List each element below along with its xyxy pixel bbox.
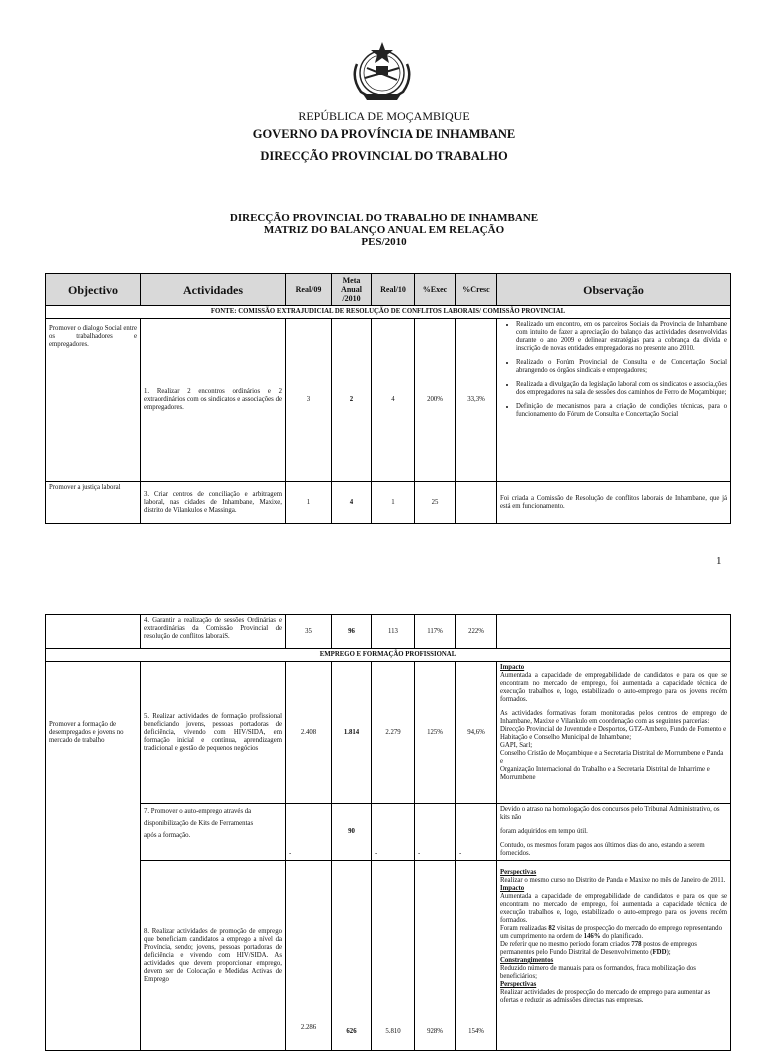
col-objectivo: Objectivo [46,274,141,306]
impacto-heading: Impacto [500,664,525,671]
cresc-cell: 154% [456,861,497,1051]
actividade-cell: 1. Realizar 2 encontros ordinários e 2 extraordinários com os sindicatos e associações de empregadores. [141,319,286,482]
document-title-line3: PES/2010 [361,236,407,248]
real09-cell: 35 [286,615,332,649]
section-band-row [46,649,731,662]
exec-cell: - [415,804,456,861]
cresc-cell [456,482,497,524]
section-title: FONTE: COMISSÃO EXTRAJUDICIAL DE RESOLUÇÃO DE CONFLITOS LABORAIS/ COMISSÃO PROVINCIAL [46,306,731,319]
actividade-line: disponibilização de Kits de Ferramentas [144,820,254,827]
obs-paragraph: GAPI, Sarl; [500,742,533,749]
real09-cell: 1 [286,482,332,524]
postos-count: 778 [631,941,642,948]
observacao-cell: Foi criada a Comissão de Resolução de conflitos laborais de Inhambane, que já está em funcionamento. [497,482,731,524]
col-cresc: %Cresc [456,274,497,306]
actividade-line: após a formação. [144,832,191,839]
page-number: 1 [716,555,722,567]
table-header-row [46,274,731,306]
cresc-cell: 222% [456,615,497,649]
obs-paragraph: Conselho Cristão de Moçambique e a Secretaria Distrital de Morrumbene e Panda e [500,750,724,765]
constrangimentos-heading: Constrangimentos [500,957,554,964]
real10-cell: 1 [372,482,415,524]
col-meta [332,274,372,306]
actividade-cell: 4. Garantir a realização de sessões Ordinárias e extraordinárias da Comissão Provincial de resolução de conflitos laboraiS. [141,615,286,649]
impacto-heading: Impacto [500,885,525,892]
real09-cell: - [286,804,332,861]
obs-line: foram adquiridos em tempo útil. [500,828,588,835]
obs-line: Devido o atraso na homologação dos concursos pelo Tribunal Administrativo, os kits não [500,806,720,821]
objectivo-cell: Promover o dialogo Social entre os trabalhadores e empregadores. [46,319,141,482]
observation-item: • Definição de mecanismos para a criação de condições técnicas, para o funcionamento do Fórum de Consulta e Concertação Social [516,403,727,419]
obs-paragraph: Aumentada a capacidade de empregabilidade de candidatos e para os que se encontram no mercado de emprego, foi aumentada a capacidade técnica de execução trabalhos e, logo, estabilizado o auto-emprego para os jovens recém formados. [500,893,727,924]
mozambique-emblem-icon [343,38,421,102]
objectivo-cell: Promover a formação de desempregados e jovens no mercado de trabalho [46,662,141,804]
perspectivas-heading: Perspectivas [500,869,537,876]
fdd-acronym: FDD [652,949,667,956]
real10-cell: - [372,804,415,861]
real10-cell: 2.279 [372,662,415,804]
directorate-heading: DIRECÇÃO PROVINCIAL DO TRABALHO [260,149,508,163]
observation-list [500,321,727,419]
real10-cell: 4 [372,319,415,482]
col-meta-l3: /2010 [342,294,361,303]
obs-paragraph [500,941,727,957]
actividade-line: 7. Promover o auto-emprego através da [144,808,252,815]
col-observacao: Observação [497,274,731,306]
observacao-cell [497,861,731,1051]
obs-paragraph: Direcção Provincial de Juventude e Desportos, GTZ-Ambero, Fundo de Fomento e Habitação e Conselho Municipal de Inhambane; [500,726,727,741]
section-title: EMPREGO E FORMAÇÃO PROFISSIONAL [46,649,731,662]
real09-cell: 3 [286,319,332,482]
exec-cell: 200% [415,319,456,482]
observation-item: • Realizado um encontro, em os parceiros Sociais da Provincia de Inhambane com intuito de fazer a apreciação do balanço das actividades desenvolvidas durante o ano 2009 e delinear estratégias para a cobrança da dívida e inscrição de novas entidades empregadoras no presente ano 2010. [516,321,727,353]
republic-heading: REPÚBLICA DE MOÇAMBIQUE [298,109,470,123]
actividade-cell: 8. Realizar actividades de promoção de emprego que beneficiam candidatos a emprego a nível da Província, sendo; jovens, pessoas portadoras de deficiência e vivendo com HIV/SIDA. As actividades que devem proporcionar emprego, devem ser de Colocação e Medidas Activas de Emprego [141,861,286,1051]
visitas-text: do planificado. [602,933,644,940]
objectivo-cell: Promover a justiça laboral [46,482,141,524]
meta-cell: 96 [332,615,372,649]
government-heading: GOVERNO DA PROVÍNCIA DE INHAMBANE [252,127,516,141]
meta-cell: 4 [332,482,372,524]
cresc-cell: 33,3% [456,319,497,482]
objectivo-cell [46,861,141,1051]
exec-cell: 928% [415,861,456,1051]
real09-cell: 2.286 [286,861,332,1051]
observation-item: • Realizada a divulgação da legislação laboral com os sindicatos e associa,ções dos empregadores na sala de sessões dos caminhos de Ferro de Moçambique; [516,381,727,397]
document-title-line2: MATRIZ DO BALANÇO ANUAL EM RELAÇÃO [263,224,505,236]
meta-cell: 90 [332,804,372,861]
section-band-row [46,306,731,319]
col-actividades: Actividades [141,274,286,306]
obs-paragraph: Organização Internacional do Trabalho e a Secretaria Distrital de Inharrime e Morrumbene [500,766,710,781]
col-meta-l1: Meta [342,276,361,285]
obs-paragraph: Realizar o mesmo curso no Distrito de Panda e Maxixe no mês de Janeiro de 2011. [500,877,726,884]
col-real10: Real/10 [372,274,415,306]
objectivo-cell [46,615,141,649]
document-title-line1: DIRECÇÃO PROVINCIAL DO TRABALHO DE INHAMBANE [229,212,539,224]
visitas-text: visitas de prospecção do mercado do emprego representando um cumprimento na ordem de [500,925,722,940]
obs-paragraph: Reduzido número de manuais para os formandos, fraca mobilização dos beneficiários; [500,965,696,980]
actividade-cell [141,804,286,861]
observacao-cell [497,319,731,482]
postos-text: De referir que no mesmo período foram criados [500,941,630,948]
obs-paragraph: Aumentada a capacidade de empregabilidade de candidatos e para os que se encontram no mercado de emprego, foi aumentada a capacidade técnica de execução trabalhos e, logo, estabilizado o auto-emprego para os jovens recém formados. [500,672,727,703]
cresc-cell: 94,6% [456,662,497,804]
col-exec: %Exec [415,274,456,306]
table-row [46,615,731,649]
meta-cell: 2 [332,319,372,482]
perspectivas-heading: Perspectivas [500,981,537,988]
balance-table-page1 [45,273,731,524]
visitas-text: Foram realizadas [500,925,547,932]
real09-cell: 2.408 [286,662,332,804]
visitas-count: 82 [548,925,556,932]
balance-table-page2 [45,614,731,1051]
table-row [46,804,731,861]
exec-cell: 25 [415,482,456,524]
meta-cell: 626 [332,861,372,1051]
meta-cell: 1.814 [332,662,372,804]
cresc-cell: - [456,804,497,861]
col-meta-l2: Anual [341,285,362,294]
real10-cell: 113 [372,615,415,649]
visitas-percent: 146% [583,933,601,940]
actividade-cell: 5. Realizar actividades de formação profissional beneficiando jovens, pessoas portadoras de deficiência, vivendo com HIV/SIDA, em formação inicial e contínua, aprendizagem tradicional e gestão de pequenos negócios [141,662,286,804]
postos-text: postos de empregos permanentes pelo Fundo Distrital de Desenvolvimento ( [500,941,697,956]
exec-cell: 117% [415,615,456,649]
objectivo-cell [46,804,141,861]
table-row [46,662,731,804]
observation-item: • Realizado o Forúm Provincial de Consulta e de Concertação Social abrangendo os órgãos sindicais e empregadores; [516,359,727,375]
postos-text: ); [666,949,671,956]
obs-paragraph: As actividades formativas foram monitoradas pelos centros de emprego de Inhambane, Maxixe e Vilankulo em coordenação com as seguintes parcerias: [500,710,727,725]
obs-paragraph: Realizar actividades de prospecção do mercado de emprego para aumentar as ofertas e reduzir as admissões directas nas empresas. [500,989,711,1004]
obs-paragraph [500,925,727,941]
exec-cell: 125% [415,662,456,804]
real10-cell: 5.810 [372,861,415,1051]
table-row [46,861,731,1051]
col-real09: Real/09 [286,274,332,306]
observacao-cell [497,615,731,649]
actividade-cell: 3. Criar centros de conciliação e arbitragem laboral, nas cidades de Inhambane, Maxixe, distrito de Vilankulos e Massinga. [141,482,286,524]
observacao-cell [497,662,731,804]
table-row [46,482,731,524]
observacao-cell [497,804,731,861]
table-row [46,319,731,482]
obs-line: Contudo, os mesmos foram pagos aos últimos dias do ano, estando a serem fornecidos. [500,842,705,857]
